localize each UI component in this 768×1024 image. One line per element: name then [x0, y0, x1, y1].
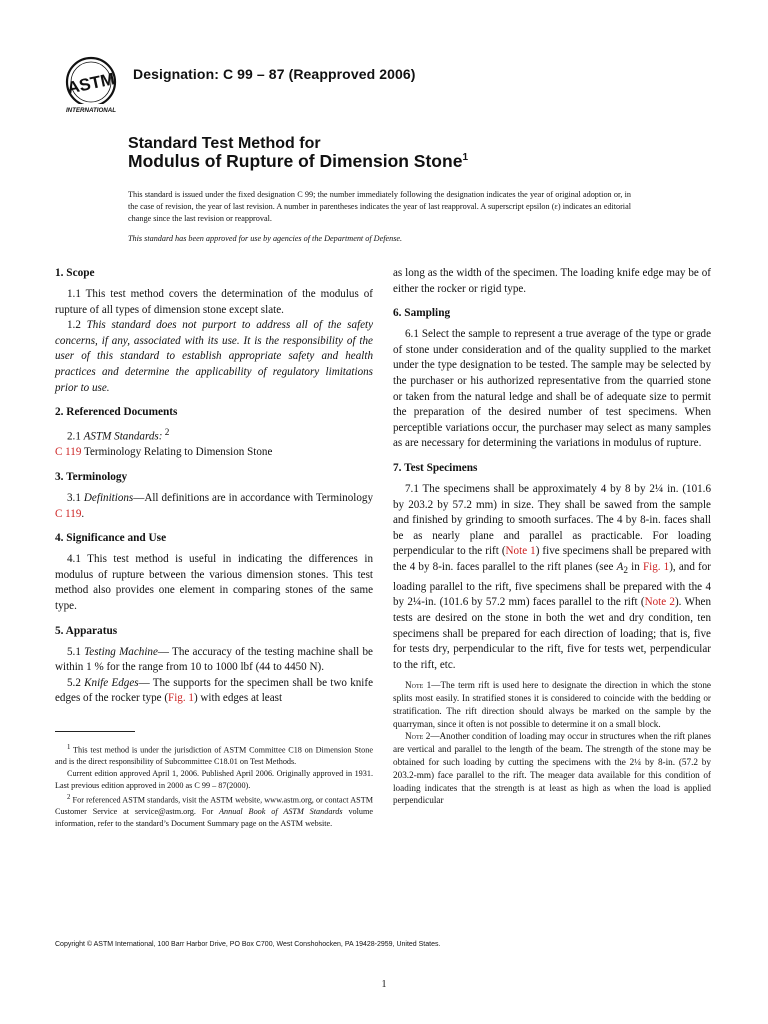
- logo-caption: INTERNATIONAL: [65, 107, 117, 114]
- a2-symbol: A: [616, 560, 624, 573]
- footnote-1-edition: Current edition approved April 1, 2006. Published April 2006. Originally approved in 1931. Last previous edition approved in 2000 as C 99 – 87(2000).: [55, 769, 373, 790]
- testing-machine-label: Testing Machine: [84, 645, 158, 658]
- section-heading: 7. Test Specimens: [393, 461, 478, 474]
- fig1-link[interactable]: Fig. 1: [168, 692, 194, 705]
- logo-wordmark: ASTM: [65, 69, 117, 98]
- paragraph-6-1: 6.1 Select the sample to represent a true average of the type or grade of stone under consideration and of the quality supplied to the market under the type designation to be tested. The sample may be selected by the purchaser or his authorized representative from the quarried stone or taken from the natural ledge and shall be of adequate size to permit the preparation of the desired number of test specimens. When perceptible variations occur, the purchaser may select as many samples as are necessary for determining the variations in modulus of rupture.: [393, 328, 711, 450]
- section-apparatus: [55, 624, 373, 707]
- para-num: 1.2: [67, 319, 87, 332]
- designation: Designation: C 99 – 87 (Reapproved 2006): [133, 66, 416, 82]
- specimens-text-2: ) five specimens shall be prepared with the 4 by 8-in. faces parallel to the rift planes (see: [393, 545, 711, 573]
- knife-edges-text-2: ) with edges at least: [193, 692, 283, 705]
- section-scope: [55, 266, 373, 396]
- knife-edges-text: — The supports for the specimen shall be two knife edges of the rocker type (: [55, 676, 373, 705]
- note-1: [393, 679, 711, 730]
- section-terminology: [55, 470, 373, 522]
- note-2: [393, 730, 711, 807]
- note-text: —Another condition of loading may occur in structures when the rift planes are vertical and parallel to the length of the beam. The strength of the stone may be obtained for such loading by cutting the specimens with the 2¼ by 8-in. (57.2 by 203.2-mm) face parallel to the rift. The meager data available for this condition of loading indicates that the strength is at least as high as when the load is applied perpendicular: [393, 731, 711, 806]
- astm-international-logo-icon: [60, 56, 122, 118]
- copyright: Copyright © ASTM International, 100 Barr Harbor Drive, PO Box C700, West Conshohocken, PA 19428-2959, United States.: [55, 941, 441, 948]
- section-significance: [55, 531, 373, 614]
- specimens-text-5: ). When tests are desired on the stone in both the wet and dry condition, ten specimens shall be prepared for each direction of loading; that is, five for tests dry, perpendicular to the rift, five for tests wet, perpendicular to the rift, etc.: [393, 596, 712, 671]
- definitions-label: Definitions: [83, 492, 134, 505]
- para-num: 5.1: [67, 645, 85, 658]
- footnote-divider: [55, 731, 135, 732]
- issued-notice: This standard is issued under the fixed designation C 99; the number immediately following the designation indicates the year of original adoption or, in the case of revision, the year of last revision. A number in parentheses indicates the year of last reapproval. A superscript epsilon (ε) indicates an editorial change since the last revision or reapproval.: [128, 190, 631, 223]
- footnote-number: 2: [67, 793, 71, 801]
- footnote-text: For referenced ASTM standards, visit the ASTM website, www.astm.org, or contact ASTM Customer Service at service@astm.org. For: [55, 795, 373, 816]
- footnote-ref-2[interactable]: 2: [162, 428, 170, 439]
- footnote-text: This test method is under the jurisdiction of ASTM Committee C18 on Dimension Stone and is the direct responsibility of Subcommittee C18.01 on Test Methods.: [55, 745, 373, 767]
- para-num: 2.1: [67, 430, 84, 443]
- definitions-text: —All definitions are in accordance with Terminology: [133, 492, 373, 505]
- c119-link[interactable]: C 119: [55, 446, 82, 459]
- para-num: 3.1: [67, 492, 84, 505]
- c119-link[interactable]: C 119: [55, 507, 82, 520]
- fig1-link[interactable]: Fig. 1: [642, 560, 670, 573]
- testing-machine-text: — The accuracy of the testing machine shall be within 1 % for the range from 10 to 1000 lbf (44 to 4450 N).: [55, 645, 373, 674]
- specimens-text-1: 7.1 The specimens shall be approximately 4 by 8 by 2¼ in. (101.6 by 203.2 by 57.2 mm) in size. They shall be sawed from the sample and finished by grinding to smooth surfaces. The 4 by 8-in. faces shall be as nearly plane and parallel as practicable. For loading perpendicular to the rift (: [393, 482, 711, 558]
- page-title: [128, 151, 468, 172]
- annual-book-title: Annual Book of ASTM Standards: [219, 806, 343, 816]
- approval-notice: This standard has been approved for use by agencies of the Department of Defense.: [128, 234, 403, 243]
- period: .: [81, 507, 85, 520]
- right-column: [393, 266, 711, 816]
- note1-link[interactable]: Note 1: [505, 545, 536, 558]
- knife-edges-label: Knife Edges: [84, 676, 139, 689]
- paragraph-2-1: [55, 426, 373, 445]
- a2-subscript: 2: [623, 566, 628, 577]
- title-line-1: Standard Test Method for: [128, 135, 321, 152]
- paragraph-5-1: [55, 645, 373, 676]
- title-line-2: Modulus of Rupture of Dimension Stone: [128, 151, 463, 171]
- section-heading: 5. Apparatus: [55, 624, 118, 637]
- paragraph-5-2-continued: as long as the width of the specimen. The loading knife edge may be of either the rocker or rigid type.: [393, 267, 711, 295]
- para-num: 5.2: [67, 676, 85, 689]
- note-label: Note 2: [405, 731, 431, 742]
- section-test-specimens: [393, 461, 711, 807]
- c119-title: Terminology Relating to Dimension Stone: [81, 446, 273, 459]
- page-number: 1: [381, 979, 387, 990]
- footnote-2: [55, 792, 373, 830]
- section-referenced-documents: [55, 405, 373, 461]
- section-heading: 3. Terminology: [55, 471, 128, 484]
- astm-standards-label: ASTM Standards:: [83, 430, 163, 443]
- specimens-text-4: ), and for loading parallel to the rift, five specimens shall be prepared with the 4 by 2¼-in. (101.6 by 57.2 mm) faces parallel to the rift (: [393, 560, 711, 609]
- section-heading: 6. Sampling: [393, 307, 451, 320]
- section-heading: 2. Referenced Documents: [55, 406, 178, 419]
- footnote-1: [55, 742, 373, 768]
- reference-c119: [55, 445, 373, 461]
- paragraph-5-2: [55, 676, 373, 707]
- left-column: [55, 266, 373, 716]
- note-label: Note 1: [405, 680, 432, 691]
- paragraph-1-1: 1.1 This test method covers the determination of the modulus of rupture of all types of dimension stone except slate.: [55, 288, 373, 316]
- specimens-text-3: in: [628, 560, 643, 573]
- section-heading: 1. Scope: [55, 267, 95, 279]
- paragraph-7-1: [393, 482, 711, 673]
- paragraph-3-1: [55, 491, 373, 522]
- paragraph-1-2: [55, 318, 373, 396]
- paragraph-4-1: 4.1 This test method is useful in indicating the differences in modulus of rupture between the various dimension stones. This test method also provides one element in comparing stones of the same type.: [55, 553, 373, 612]
- footnote-number: 1: [67, 744, 71, 751]
- footnote-text-2: volume information, refer to the standard’s Document Summary page on the ASTM website.: [55, 806, 374, 828]
- footnotes: [55, 742, 373, 829]
- astm-logo: [60, 56, 122, 118]
- apparatus-continued: [393, 266, 711, 297]
- title-footnote-ref[interactable]: 1: [462, 152, 468, 164]
- safety-caveat: This standard does not purport to address all of the safety concerns, if any, associated with its use. It is the responsibility of the user of this standard to establish appropriate safety and health practices and determine the applicability of regulatory limitations prior to use.: [55, 319, 374, 394]
- note-text: —The term rift is used here to designate the direction in which the stone splits most easily. In stratified stones it is considered to coincide with the bedding or stratification. The rift direction should always be marked on the sample by the quarryman, since it often is not possible to determine it on a small block.: [393, 680, 711, 729]
- section-heading: 4. Significance and Use: [55, 532, 167, 545]
- note2-link[interactable]: Note 2: [644, 596, 675, 609]
- section-sampling: [393, 306, 711, 452]
